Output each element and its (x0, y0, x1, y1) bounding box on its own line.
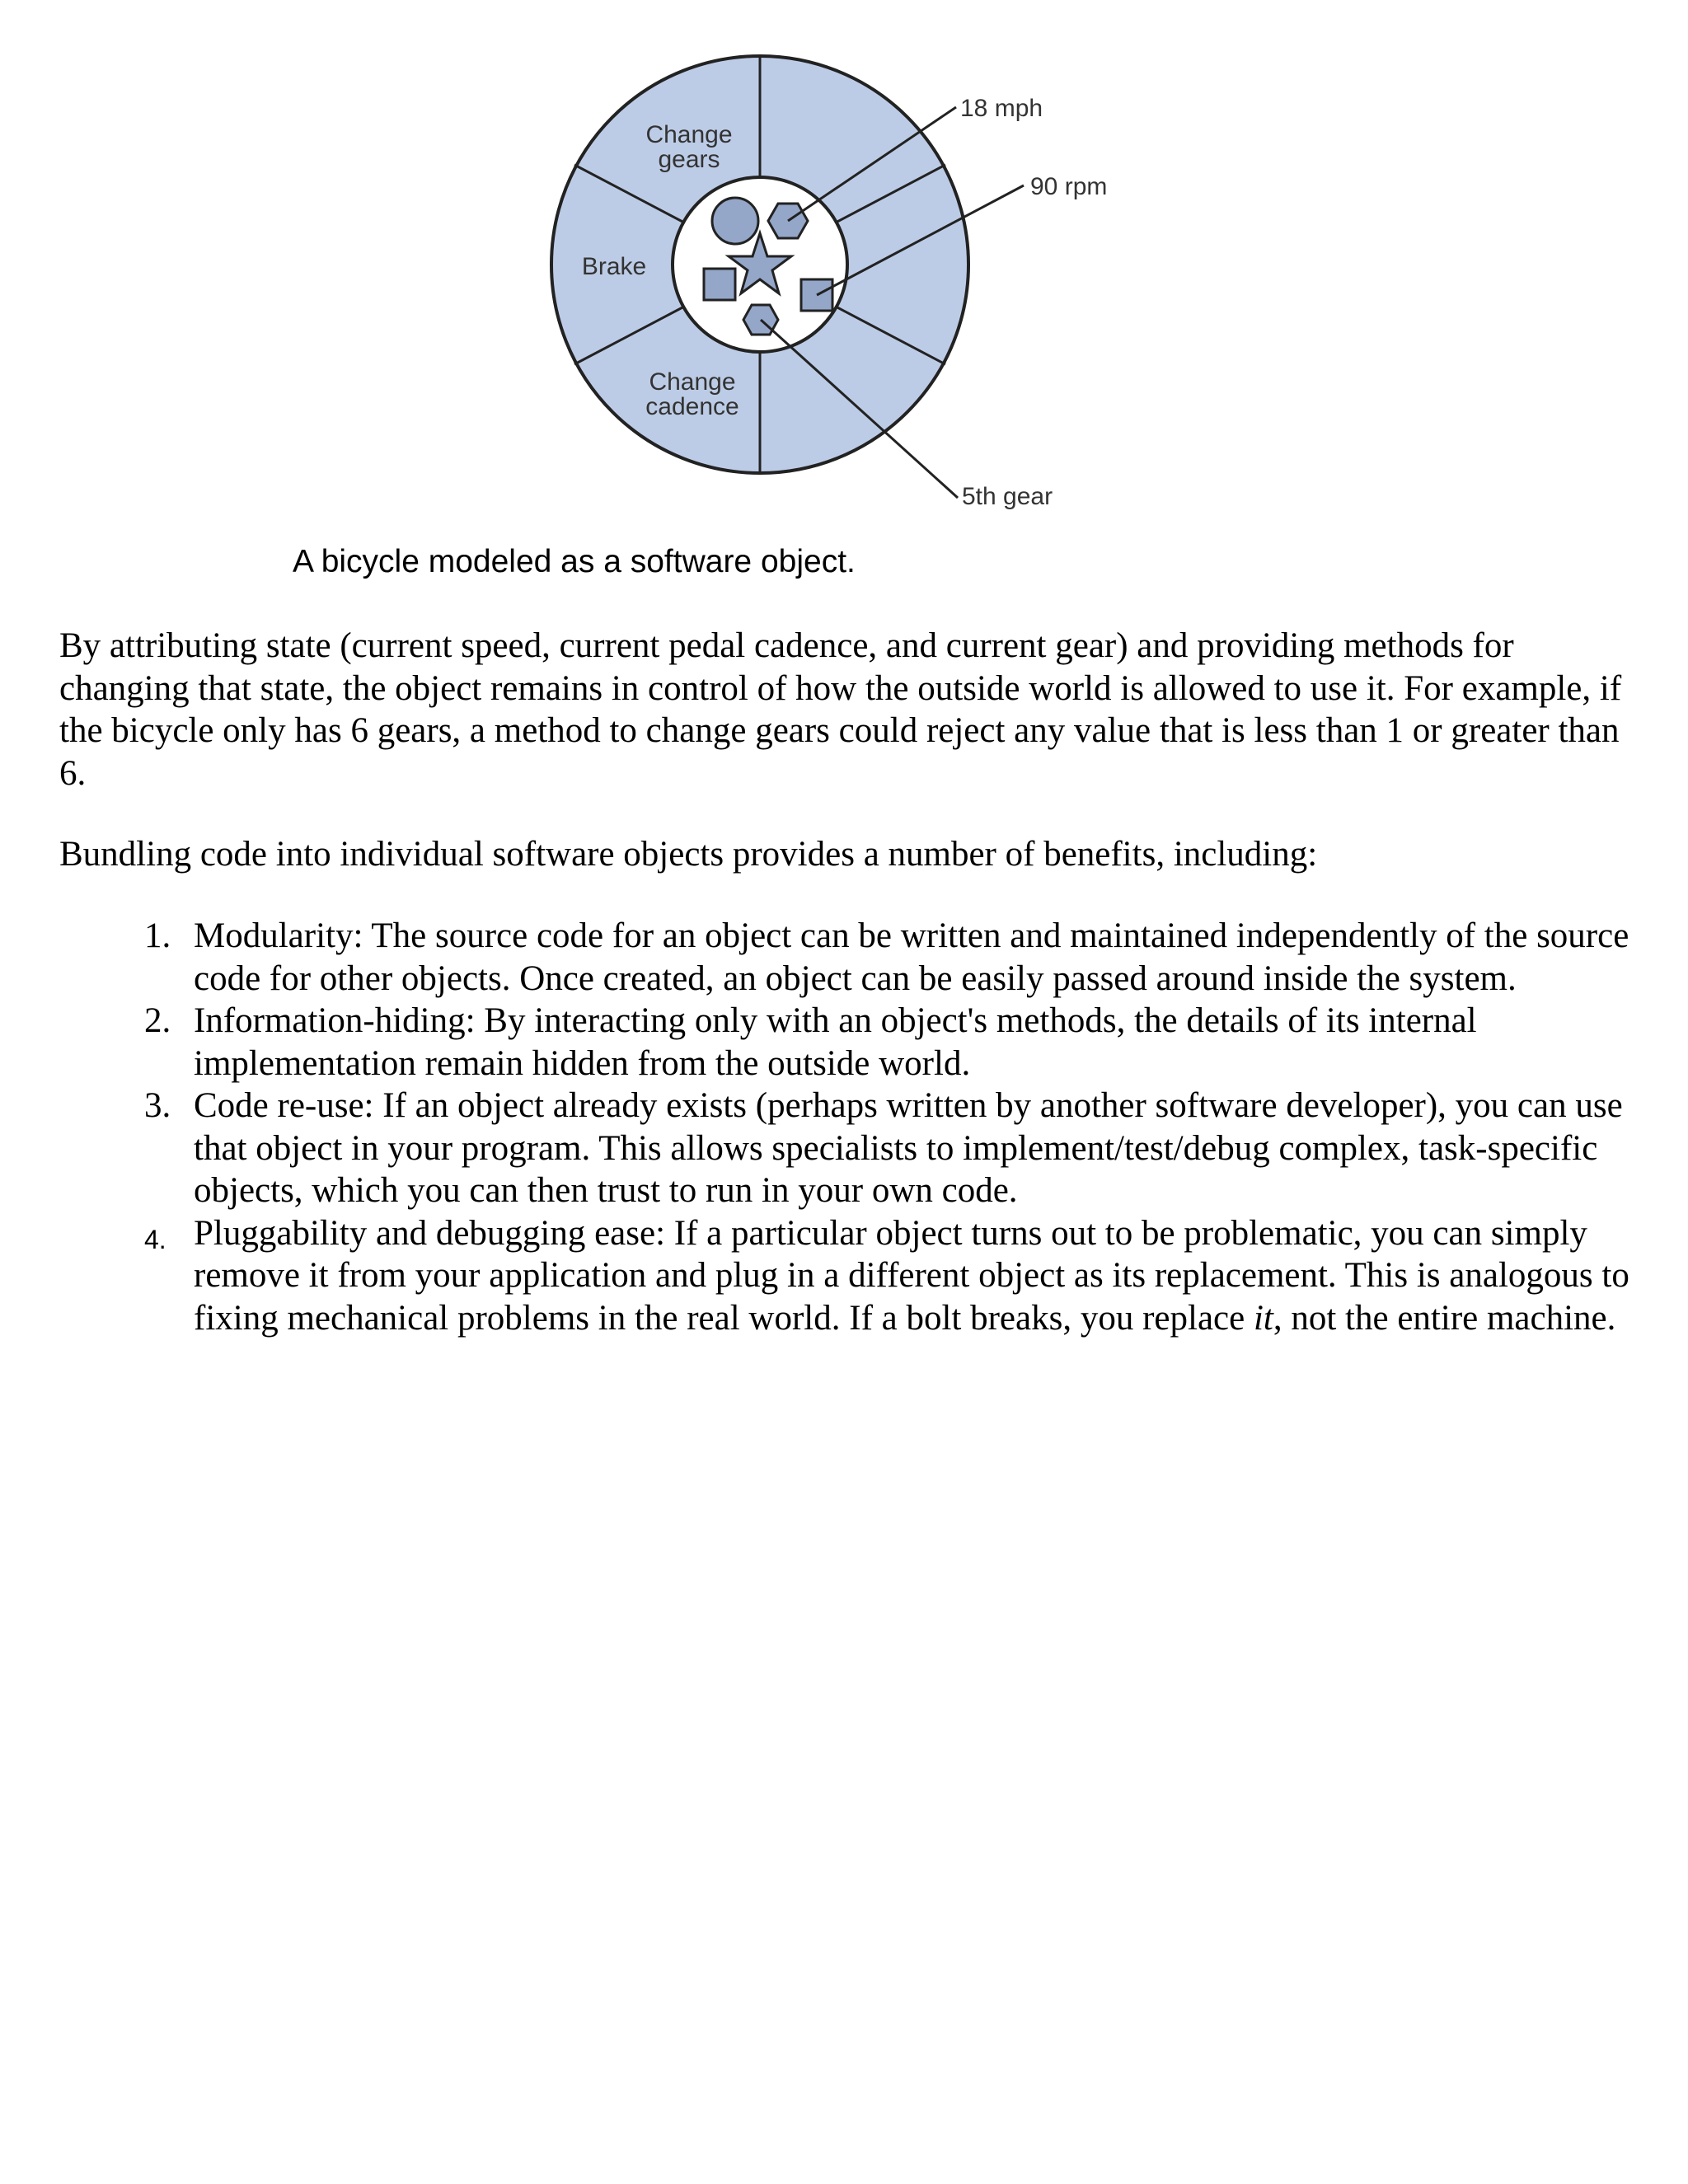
callout-cadence: 90 rpm (1030, 173, 1108, 200)
paragraph-benefits-intro: Bundling code into individual software objects provides a number of benefits, including: (59, 835, 1318, 874)
list-item-text: Code re-use: If an object already exists (perhaps written by another software developer), you can use that object in your program. This allows specialists to implement/test/debug complex, task-specific objects, which you can then trust to run in your own code. (194, 1086, 1623, 1210)
list-item-text: Information-hiding: By interacting only with an object's methods, the details of its internal implementation remain hidden from the outside world. (194, 1001, 1477, 1083)
list-item (0, 1000, 1648, 1085)
list-item-number: 1. (144, 916, 171, 955)
list-item (0, 1085, 1648, 1212)
callout-speed: 18 mph (960, 95, 1043, 122)
list-item-text-after: , not the entire machine. (1273, 1298, 1616, 1338)
list-item (0, 915, 1648, 1000)
benefits-list (0, 915, 1648, 1339)
circle-shape (712, 198, 758, 244)
list-item-number: 2. (144, 1001, 171, 1040)
list-item-text (194, 1214, 1629, 1338)
bicycle-object-diagram (544, 45, 1170, 532)
callout-gear: 5th gear (962, 483, 1053, 510)
label-change-gears-line1: Change (645, 121, 733, 148)
square-shape-left (704, 269, 735, 300)
list-item-text-italic: it (1253, 1298, 1273, 1338)
label-brake: Brake (581, 253, 647, 280)
paragraph-state: By attributing state (current speed, current pedal cadence, and current gear) and providing methods for changing that state, the object remains in control of how the outside world is allowed to use it. For example, if the bicycle only has 6 gears, a method to change gears could reject any value that is less than 1 or greater than 6. (59, 626, 1622, 793)
label-change-gears-line2: gears (658, 146, 720, 173)
list-item (0, 1212, 1648, 1340)
label-change-cadence-line2: cadence (645, 393, 739, 420)
label-change-cadence-line1: Change (649, 368, 736, 396)
list-item-number: 3. (144, 1086, 171, 1125)
list-item-number: 4. (144, 1224, 166, 1254)
figure-caption: A bicycle modeled as a software object. (293, 544, 856, 579)
list-item-text: Modularity: The source code for an object can be written and maintained independently of the source code for other objects. Once created, an object can be easily passed around inside the system. (194, 916, 1629, 998)
list-item-text-before: Pluggability and debugging ease: If a particular object turns out to be problematic, you can simply remove it from your application and plug in a different object as its replacement. This is analogous to fixing mechanical problems in the real world. If a bolt breaks, you replace (194, 1213, 1629, 1338)
